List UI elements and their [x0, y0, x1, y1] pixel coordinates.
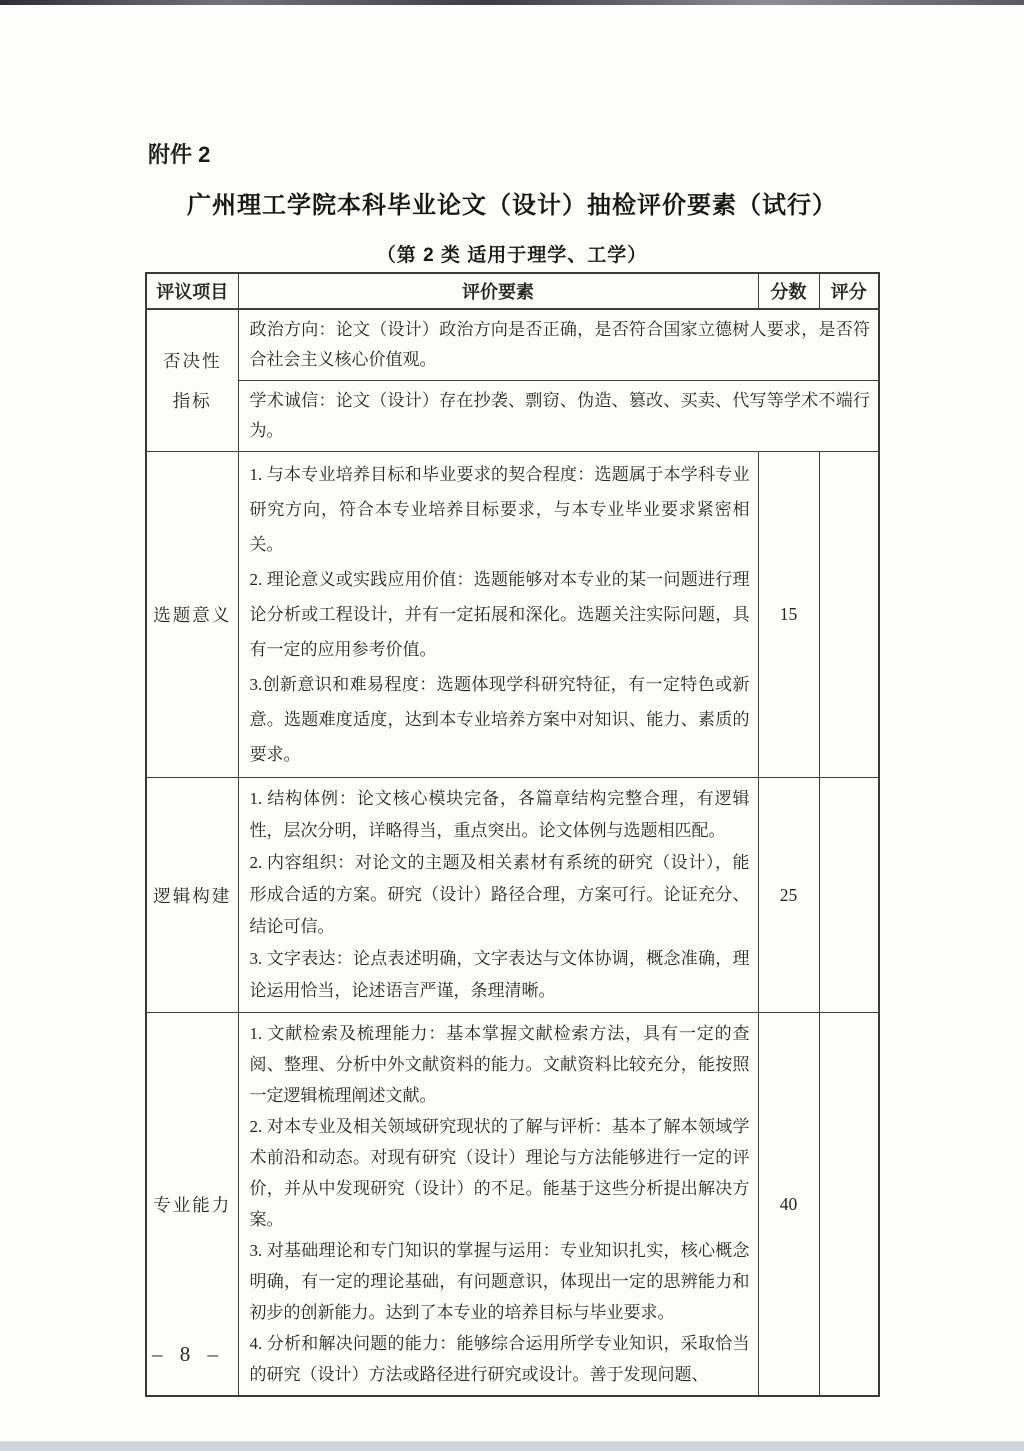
criteria-paragraph: 2. 内容组织：对论文的主题及相关素材有系统的研究（设计），能形成合适的方案。研究（设计）路径合理，方案可行。论证充分、结论可信。 [249, 853, 750, 936]
criteria-paragraph: 1. 结构体例：论文核心模块完备，各篇章结构完整合理，有逻辑性，层次分明，详略得当，重点突出。论文体例与选题相匹配。 [249, 789, 750, 840]
veto-integrity-cell [238, 381, 879, 452]
document-subtitle: （第 2 类 适用于理学、工学） [376, 245, 648, 266]
veto-label-line2: 指标 [172, 390, 212, 411]
column-header-criteria: 评价要素 [238, 273, 758, 309]
table-row-veto-political [146, 309, 879, 381]
veto-political-cell [238, 309, 879, 381]
scan-bottom-edge-artifact [0, 1441, 1024, 1451]
rating-cell [819, 778, 879, 1013]
table-row-veto-integrity [146, 381, 879, 452]
criteria-paragraph: 1. 文献检索及梳理能力：基本掌握文献检索方法，具有一定的查阅、整理、分析中外文献资料的能力。文献资料比较充分，能按照一定逻辑梳理阐述文献。 [249, 1024, 750, 1105]
score-cell: 15 [758, 452, 819, 778]
scan-top-edge-artifact [0, 0, 1024, 5]
score-cell: 25 [758, 778, 819, 1013]
table-header-row [146, 273, 879, 309]
criteria-paragraph: 1. 与本专业培养目标和毕业要求的契合程度：选题属于本学科专业研究方向，符合本专业培养目标要求，与本专业毕业要求紧密相关。 [249, 465, 750, 554]
criteria-paragraph: 2. 理论意义或实践应用价值：选题能够对本专业的某一问题进行理论分析或工程设计，并有一定拓展和深化。选题关注实际问题，具有一定的应用参考价值。 [249, 570, 750, 659]
attachment-label: 附件 2 [148, 142, 211, 167]
veto-political-text: 政治方向：论文（设计）政治方向是否正确，是否符合国家立德树人要求，是否符合社会主义核心价值观。 [249, 320, 870, 369]
rating-cell [819, 1013, 879, 1397]
row-label-cell: 专业能力 [146, 1013, 238, 1397]
table-row-topic-significance [146, 452, 879, 778]
document-title: 广州理工学院本科毕业论文（设计）抽检评价要素（试行） [187, 192, 837, 219]
column-header-item: 评议项目 [146, 273, 238, 309]
page-number: – 8 – [152, 1342, 224, 1366]
table-row-professional-ability [146, 1013, 879, 1397]
table-row-logic-construction [146, 778, 879, 1013]
criteria-paragraph: 2. 对本专业及相关领域研究现状的了解与评析：基本了解本领域学术前沿和动态。对现有研究（设计）理论与方法能够进行一定的评价，并从中发现研究（设计）的不足。能基于这些分析提出解决方案。 [249, 1117, 750, 1229]
criteria-cell [238, 778, 758, 1013]
criteria-paragraph: 3.创新意识和难易程度：选题体现学科研究特征，有一定特色或新意。选题难度适度，达到本专业培养方案中对知识、能力、素质的要求。 [249, 675, 750, 764]
criteria-paragraph: 4. 分析和解决问题的能力：能够综合运用所学专业知识，采取恰当的研究（设计）方法或路径进行研究或设计。善于发现问题、 [249, 1334, 750, 1384]
criteria-paragraph: 3. 对基础理论和专门知识的掌握与运用：专业知识扎实，核心概念明确，有一定的理论基础，有问题意识，体现出一定的思辨能力和初步的创新能力。达到了本专业的培养目标与毕业要求。 [249, 1241, 750, 1322]
column-header-score: 分数 [758, 273, 819, 309]
veto-label-cell [146, 309, 238, 452]
rating-cell [819, 452, 879, 778]
column-header-rating: 评分 [819, 273, 879, 309]
criteria-cell [238, 452, 758, 778]
criteria-paragraph: 3. 文字表达：论点表述明确，文字表达与文体协调，概念准确，理论运用恰当，论述语言严谨，条理清晰。 [249, 949, 750, 1000]
veto-label-line1: 否决性 [163, 350, 222, 371]
criteria-cell [238, 1013, 758, 1397]
evaluation-table [145, 272, 880, 1397]
score-cell: 40 [758, 1013, 819, 1397]
row-label-cell: 逻辑构建 [146, 778, 238, 1013]
veto-integrity-text: 学术诚信：论文（设计）存在抄袭、剽窃、伪造、篡改、买卖、代写等学术不端行为。 [249, 391, 870, 440]
row-label-cell: 选题意义 [146, 452, 238, 778]
